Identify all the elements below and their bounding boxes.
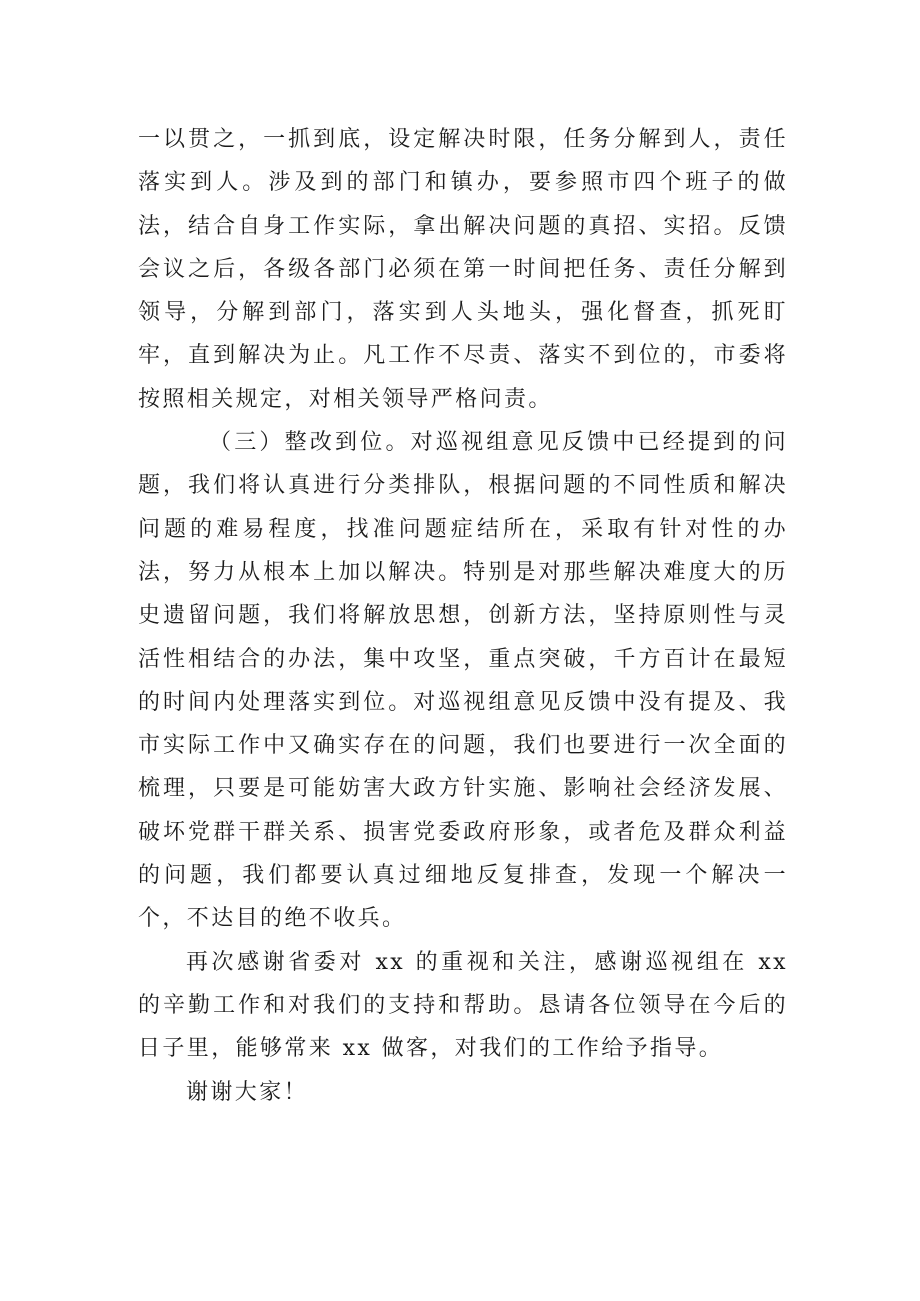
- paragraph-closing: 谢谢大家！: [186, 1079, 309, 1105]
- paragraph-thanks: 再次感谢省委对 xx 的重视和关注，感谢巡视组在 xx 的辛勤工作和对我们的支持和帮助。恳请各位领导在今后的日子里，能够常来 xx 做客，对我们的工作给予指导。: [138, 949, 788, 1062]
- paragraph-accountability: 一以贯之，一抓到底，设定解决时限，任务分解到人，责任落实到人。涉及到的部门和镇办，要参照市四个班子的做法，结合自身工作实际，拿出解决问题的真招、实招。反馈会议之后，各级各部门必须在第一时间把任务、责任分解到领导，分解到部门，落实到人头地头，强化督查，抓死盯牢，直到解决为止。凡工作不尽责、落实不到位的，市委将按照相关规定，对相关领导严格问责。: [138, 127, 788, 412]
- paragraph-rectification: （三）整改到位。对巡视组意见反馈中已经提到的问题，我们将认真进行分类排队，根据问题的不同性质和解决问题的难易程度，找准问题症结所在，采取有针对性的办法，努力从根本上加以解决。特别是对那些解决难度大的历史遗留问题，我们将解放思想，创新方法，坚持原则性与灵活性相结合的办法，集中攻坚，重点突破，千方百计在最短的时间内处理落实到位。对巡视组意见反馈中没有提及、我市实际工作中又确实存在的问题，我们也要进行一次全面的梳理，只要是可能妨害大政方针实施、影响社会经济发展、破坏党群干群关系、损害党委政府形象，或者危及群众利益的问题，我们都要认真过细地反复排查，发现一个解决一个，不达目的绝不收兵。: [138, 430, 788, 932]
- document-body: [138, 118, 788, 1114]
